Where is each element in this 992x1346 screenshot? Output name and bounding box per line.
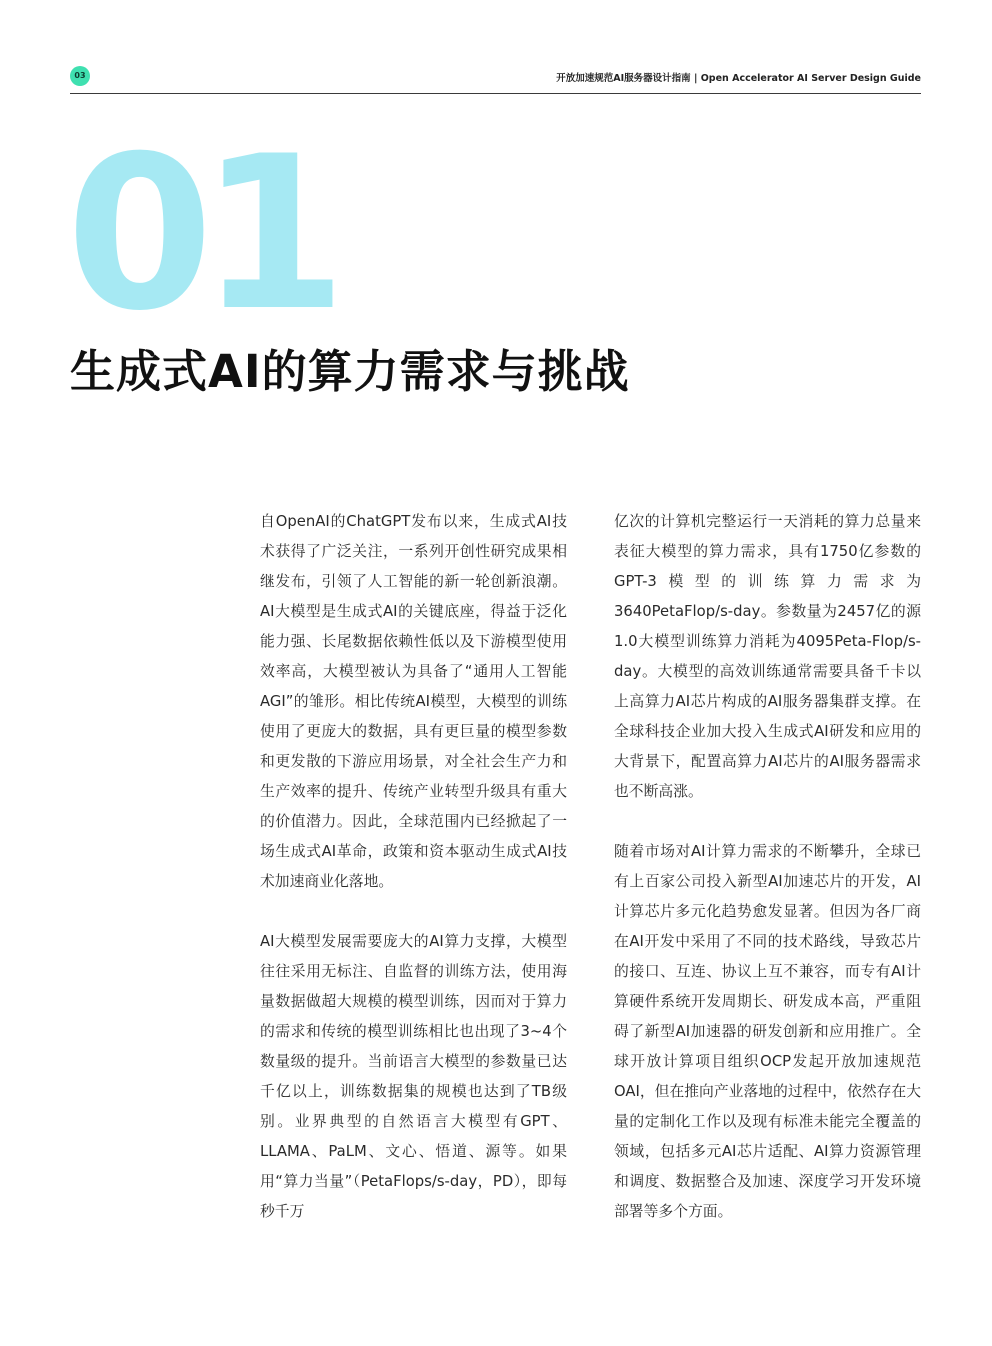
body-column-right	[614, 507, 921, 1227]
body-paragraph: 随着市场对AI计算力需求的不断攀升，全球已有上百家公司投入新型AI加速芯片的开发，AI计算芯片多元化趋势愈发显著。但因为各厂商在AI开发中采用了不同的技术路线，导致芯片的接口、互连、协议上互不兼容，而专有AI计算硬件系统开发周期长、研发成本高，严重阻碍了新型AI加速器的研发创新和应用推广。全球开放计算项目组织OCP发起开放加速规范OAI，但在推向产业落地的过程中，依然存在大量的定制化工作以及现有标准未能完全覆盖的领域，包括多元AI芯片适配、AI算力资源管理和调度、数据整合及加速、深度学习开发环境部署等多个方面。	[614, 843, 922, 1220]
running-header-title: 开放加速规范AI服务器设计指南 | Open Accelerator AI Server Design Guide	[556, 73, 921, 84]
page-number-badge: 03	[70, 66, 90, 86]
body-paragraph: AI大模型发展需要庞大的AI算力支撑，大模型往往采用无标注、自监督的训练方法，使用海量数据做超大规模的模型训练，因而对于算力的需求和传统的模型训练相比也出现了3~4个数量级的提升。当前语言大模型的参数量已达千亿以上，训练数据集的规模也达到了TB级别。业界典型的自然语言大模型有GPT、LLAMA、PaLM、文心、悟道、源等。如果用“算力当量”（PetaFlops/s-day，PD），即每秒千万	[260, 933, 567, 1220]
body-paragraph: 自OpenAI的ChatGPT发布以来，生成式AI技术获得了广泛关注，一系列开创性研究成果相继发布，引领了人工智能的新一轮创新浪潮。AI大模型是生成式AI的关键底座，得益于泛化能力强、长尾数据依赖性低以及下游模型使用效率高，大模型被认为具备了“通用人工智能AGI”的雏形。相比传统AI模型，大模型的训练使用了更庞大的数据，具有更巨量的模型参数和更发散的下游应用场景，对全社会生产力和生产效率的提升、传统产业转型升级具有重大的价值潜力。因此，全球范围内已经掀起了一场生成式AI革命，政策和资本驱动生成式AI技术加速商业化落地。	[260, 513, 567, 890]
header-divider	[70, 93, 921, 94]
chapter-title: 生成式AI的算力需求与挑战	[70, 345, 630, 398]
chapter-number: 01	[66, 110, 334, 357]
body-paragraph: 亿次的计算机完整运行一天消耗的算力总量来表征大模型的算力需求，具有1750亿参数的GPT-3模型的训练算力需求为3640PetaFlop/s-day。参数量为2457亿的源1.0大模型训练算力消耗为4095Peta-Flop/s-day。大模型的高效训练通常需要具备千卡以上高算力AI芯片构成的AI服务器集群支撑。在全球科技企业加大投入生成式AI研发和应用的大背景下，配置高算力AI芯片的AI服务器需求也不断高涨。	[614, 513, 921, 800]
body-column-left	[260, 507, 567, 1227]
